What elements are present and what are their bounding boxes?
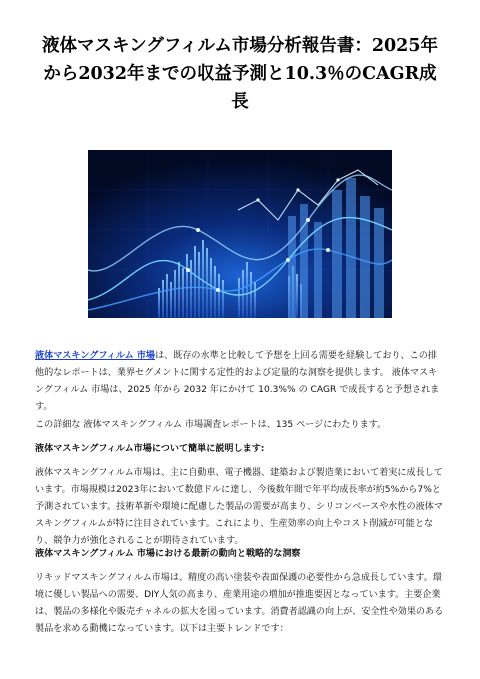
- section1-body: 液体マスキングフィルム市場は、主に自動車、電子機器、建築および製造業において着実に成長しています。市場規模は2023年において数億ドルに達し、今後数年間で年平均成長率が約5%から7%と予測されています。技術革新や環境に配慮した製品の需要が高まり、シリコンベースや水性の液体マスキングフィルムが特に注目されています。これにより、生産効率の向上やコスト削減が可能となり、競争力が強化されることが期待されています。: [35, 468, 443, 546]
- intro-paragraph: [35, 348, 446, 416]
- section1-heading: 液体マスキングフィルム市場について簡単に説明します:: [35, 444, 265, 454]
- market-link[interactable]: 液体マスキングフィルム 市場: [35, 351, 156, 361]
- report-pages-text: この詳細な 液体マスキングフィルム 市場調査レポートは、135 ページにわたります。: [35, 420, 387, 430]
- page-title: 液体マスキングフィルム市場分析報告書：2025年から2032年までの収益予測と10.3％のCAGR成長: [41, 36, 439, 112]
- intro-text: は、既存の水準と比較して予想を上回る需要を経験しており、この排他的なレポートは、業界セグメントに関する定性的および定量的な洞察を提供します。 液体マスキングフィルム 市場は、2025 年から 2032 年にかけて 10.3%% の CAGR で成長すると予想されます。: [35, 351, 440, 412]
- chart-image: [88, 150, 392, 318]
- section2-body: リキッドマスキングフィルム市場は、精度の高い塗装や表面保護の必要性から急成長しています。環境に優しい製品への需要、DIY人気の高まり、産業用途の増加が推進要因となっています。主要企業は、製品の多様化や販売チャネルの拡大を図っています。消費者認識の向上が、安全性や効果のある製品を求める動機になっています。以下は主要トレンドです：: [35, 573, 444, 634]
- section2-heading: 液体マスキングフィルム 市場における最新の動向と戦略的な洞察: [35, 549, 301, 559]
